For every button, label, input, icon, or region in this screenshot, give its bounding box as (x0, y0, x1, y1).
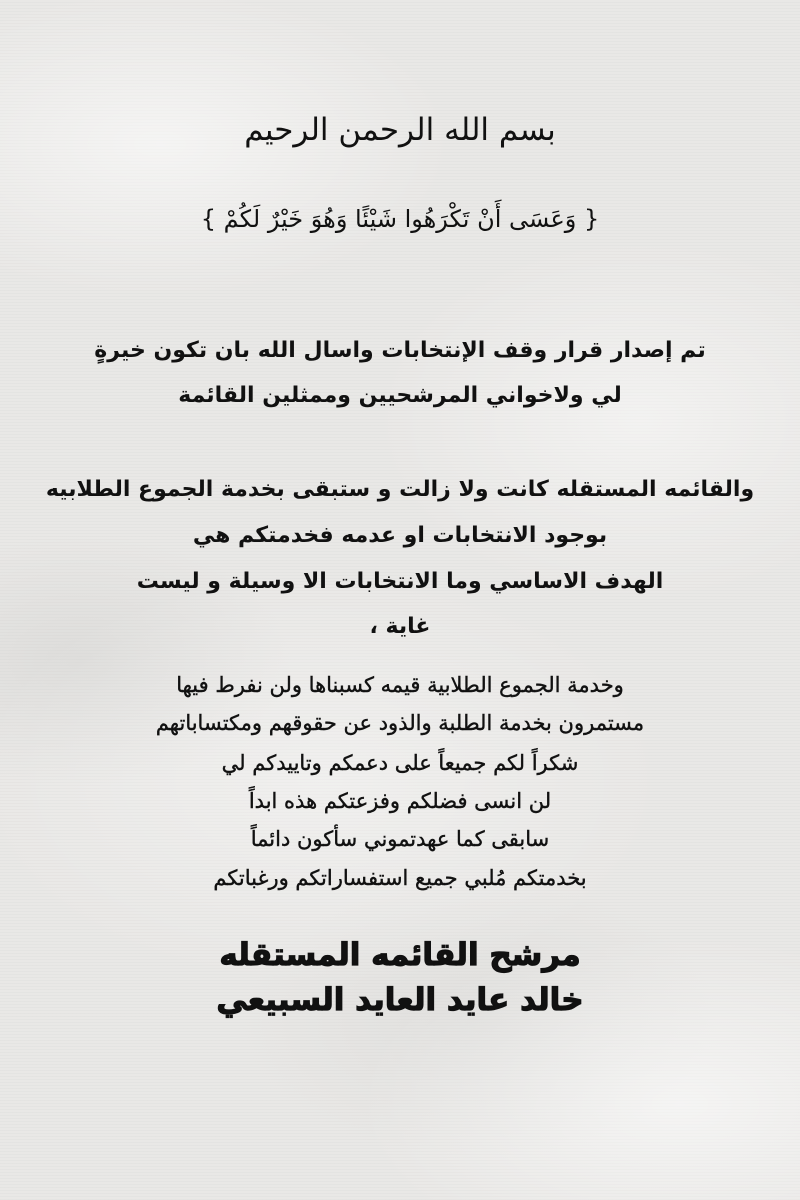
paragraph-line: سابقى كما عهدتموني سأكون دائماً (250, 827, 550, 851)
paragraph-line: والقائمه المستقله كانت ولا زالت و ستبقى بخدمة الجموع الطلابيه (45, 477, 755, 502)
paragraph-line: غاية ، (369, 614, 431, 639)
paragraph-line: تم إصدار قرار وقف الإنتخابات واسال الله بان تكون خيرةٍ (94, 338, 706, 363)
paragraph-line: لي ولاخواني المرشحيين وممثلين القائمة (178, 383, 622, 408)
paragraph-line: الهدف الاساسي وما الانتخابات الا وسيلة و ليست (136, 569, 664, 594)
paragraph-line: بوجود الانتخابات او عدمه فخدمتكم هي (192, 523, 608, 548)
paragraph-line: وخدمة الجموع الطلابية قيمه كسبناها ولن نفرط فيها (176, 673, 624, 697)
candidate-name: خالد عايد العايد السبيعي (216, 982, 584, 1018)
paragraph-line: مستمرون بخدمة الطلبة والذود عن حقوقهم ومكتساباتهم (155, 711, 645, 735)
basmala-heading: بسم الله الرحمن الرحيم (244, 112, 556, 148)
paragraph-line: شكراً لكم جميعاً على دعمكم وتاييدكم لي (221, 751, 579, 775)
paragraph-line: لن انسى فضلكم وفزعتكم هذه ابداً (248, 789, 552, 813)
quran-verse: { وَعَسَى أَنْ تَكْرَهُوا شَيْئًا وَهُوَ خَيْرٌ لَكُمْ } (200, 205, 600, 233)
paragraph-line: بخدمتكم مُلبي جميع استفساراتكم ورغباتكم (213, 866, 587, 890)
candidate-title: مرشح القائمه المستقله (219, 937, 581, 973)
